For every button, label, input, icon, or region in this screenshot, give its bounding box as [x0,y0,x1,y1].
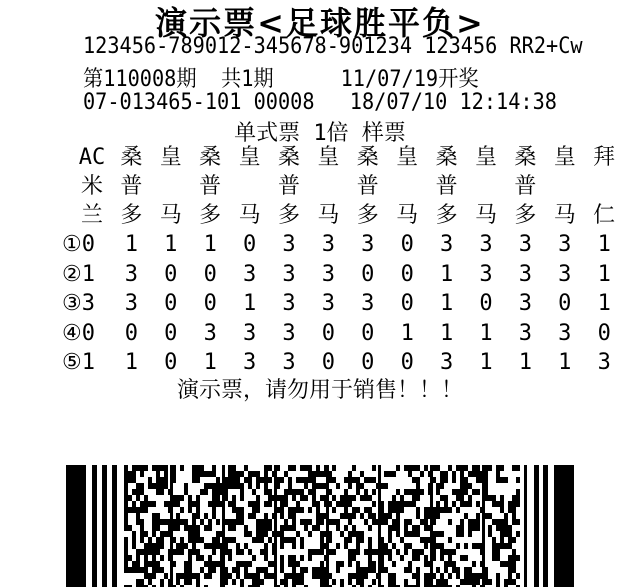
bet-value: 0 [164,261,178,287]
team-char: 皇 [474,145,497,170]
bet-value: 1 [439,320,454,346]
team-char: 多 [514,203,537,228]
bet-value: 0 [361,320,375,346]
ticket-type: 单式票 1倍 样票 [234,121,406,146]
bet-value: 0 [203,261,217,287]
bet-value: 3 [282,320,296,346]
bet-value: 1 [439,291,454,316]
team-char: 兰 [80,203,103,228]
team-char: 马 [317,203,340,228]
print-time: 18/07/10 12:14:38 [349,90,557,115]
print-line [83,90,557,115]
bet-value: 3 [282,261,296,287]
bet-value: 0 [558,291,572,316]
issue-line [83,62,479,93]
team-char: 皇 [396,145,419,170]
team-char: 普 [435,174,458,199]
team-char: 桑 [277,145,300,170]
serial-line: 123456-789012-345678-901234 123456 RR2+Cw [83,34,583,59]
bet-value: 0 [164,291,178,316]
team-char: 普 [514,174,537,199]
bet-value: 1 [203,232,217,257]
bet-value: 3 [518,261,533,287]
team-char: 皇 [553,145,576,170]
team-char: 马 [553,203,576,228]
team-char: 马 [396,203,419,228]
bet-number: ②1 [62,261,95,287]
bet-number: ⑤1 [62,350,95,375]
bet-value: 0 [361,261,375,287]
team-char: 多 [120,203,143,228]
bet-number: ④0 [62,320,95,346]
bet-value: 0 [361,350,375,375]
team-char: 拜 [593,145,616,170]
team-char: 皇 [238,145,261,170]
team-char: 米 [80,174,103,199]
bet-value: 3 [518,232,533,257]
team-char: 普 [120,174,143,199]
bet-value: 0 [597,320,611,346]
bet-value: 3 [479,261,493,287]
bet-value: 3 [361,291,375,316]
bet-value: 3 [558,232,572,257]
bet-value: 3 [479,232,493,257]
team-char: 多 [199,203,222,228]
bet-value: 3 [518,320,533,346]
bet-value: 0 [164,320,178,346]
team-char: 马 [238,203,261,228]
bet-value: 1 [164,232,178,257]
bet-value: 0 [400,350,414,375]
team-char: 皇 [159,145,182,170]
bet-value: 3 [558,320,572,346]
footer-notice: 演示票，请勿用于销售！！！ [176,378,463,403]
bet-value: 3 [321,291,336,316]
team-char: 桑 [120,145,143,170]
bet-value: 3 [242,261,257,287]
bet-value: 0 [400,261,414,287]
bet-value: 0 [124,320,139,346]
bet-value: 3 [321,232,336,257]
bet-value: 1 [518,350,533,375]
bet-value: 3 [242,350,257,375]
ticket-title: 演示票<足球胜平负> [155,4,485,42]
bet-value: 1 [479,350,493,375]
bet-value: 1 [203,350,217,375]
team-char: 多 [277,203,300,228]
bet-value: 1 [479,320,493,346]
bet-number: ①0 [62,232,95,257]
bet-value: 3 [124,261,139,287]
bet-value: 0 [400,232,414,257]
bet-value: 1 [124,232,139,257]
bet-value: 3 [558,261,572,287]
bet-value: 0 [164,350,178,375]
bet-value: 3 [597,350,611,375]
team-char: 普 [277,174,300,199]
team-char: 桑 [199,145,222,170]
bet-value: 3 [439,232,454,257]
team-char: 仁 [593,203,616,228]
team-char: 多 [435,203,458,228]
bet-value: 1 [558,350,572,375]
bet-value: 1 [400,320,414,346]
bet-value: 1 [597,291,611,316]
team-char: 马 [474,203,497,228]
bet-value: 3 [282,350,296,375]
bet-value: 1 [439,261,454,287]
bet-value: 1 [597,232,611,257]
bet-value: 0 [321,350,336,375]
bet-value: 3 [518,291,533,316]
draw-date: 11/07/19开奖 [340,67,479,92]
bet-value: 3 [242,320,257,346]
pdf417-barcode-icon [66,465,574,587]
team-char: 桑 [514,145,537,170]
team-char: 普 [199,174,222,199]
team-char: 多 [356,203,379,228]
team-char: 马 [159,203,182,228]
bet-number: ③3 [62,291,95,316]
bet-value: 3 [439,350,454,375]
bet-value: 3 [282,291,296,316]
team-char: AC [78,145,106,170]
bet-value: 0 [479,291,493,316]
bet-value: 0 [400,291,414,316]
bet-value: 0 [321,320,336,346]
team-char: 桑 [356,145,379,170]
bet-value: 3 [321,261,336,287]
bet-value: 3 [124,291,139,316]
team-char: 普 [356,174,379,199]
bet-value: 1 [124,350,139,375]
team-char: 皇 [317,145,340,170]
bet-value: 3 [203,320,217,346]
issue-period: 第110008期 [83,67,197,92]
team-char: 桑 [435,145,458,170]
bet-value: 0 [242,232,257,257]
ticket-serial: 07-013465-101 00008 [83,90,315,115]
bet-value: 0 [203,291,217,316]
bet-value: 1 [597,261,611,287]
bet-value: 3 [282,232,296,257]
bet-value: 1 [242,291,257,316]
bet-value: 3 [361,232,375,257]
period-count: 共1期 [221,67,274,92]
